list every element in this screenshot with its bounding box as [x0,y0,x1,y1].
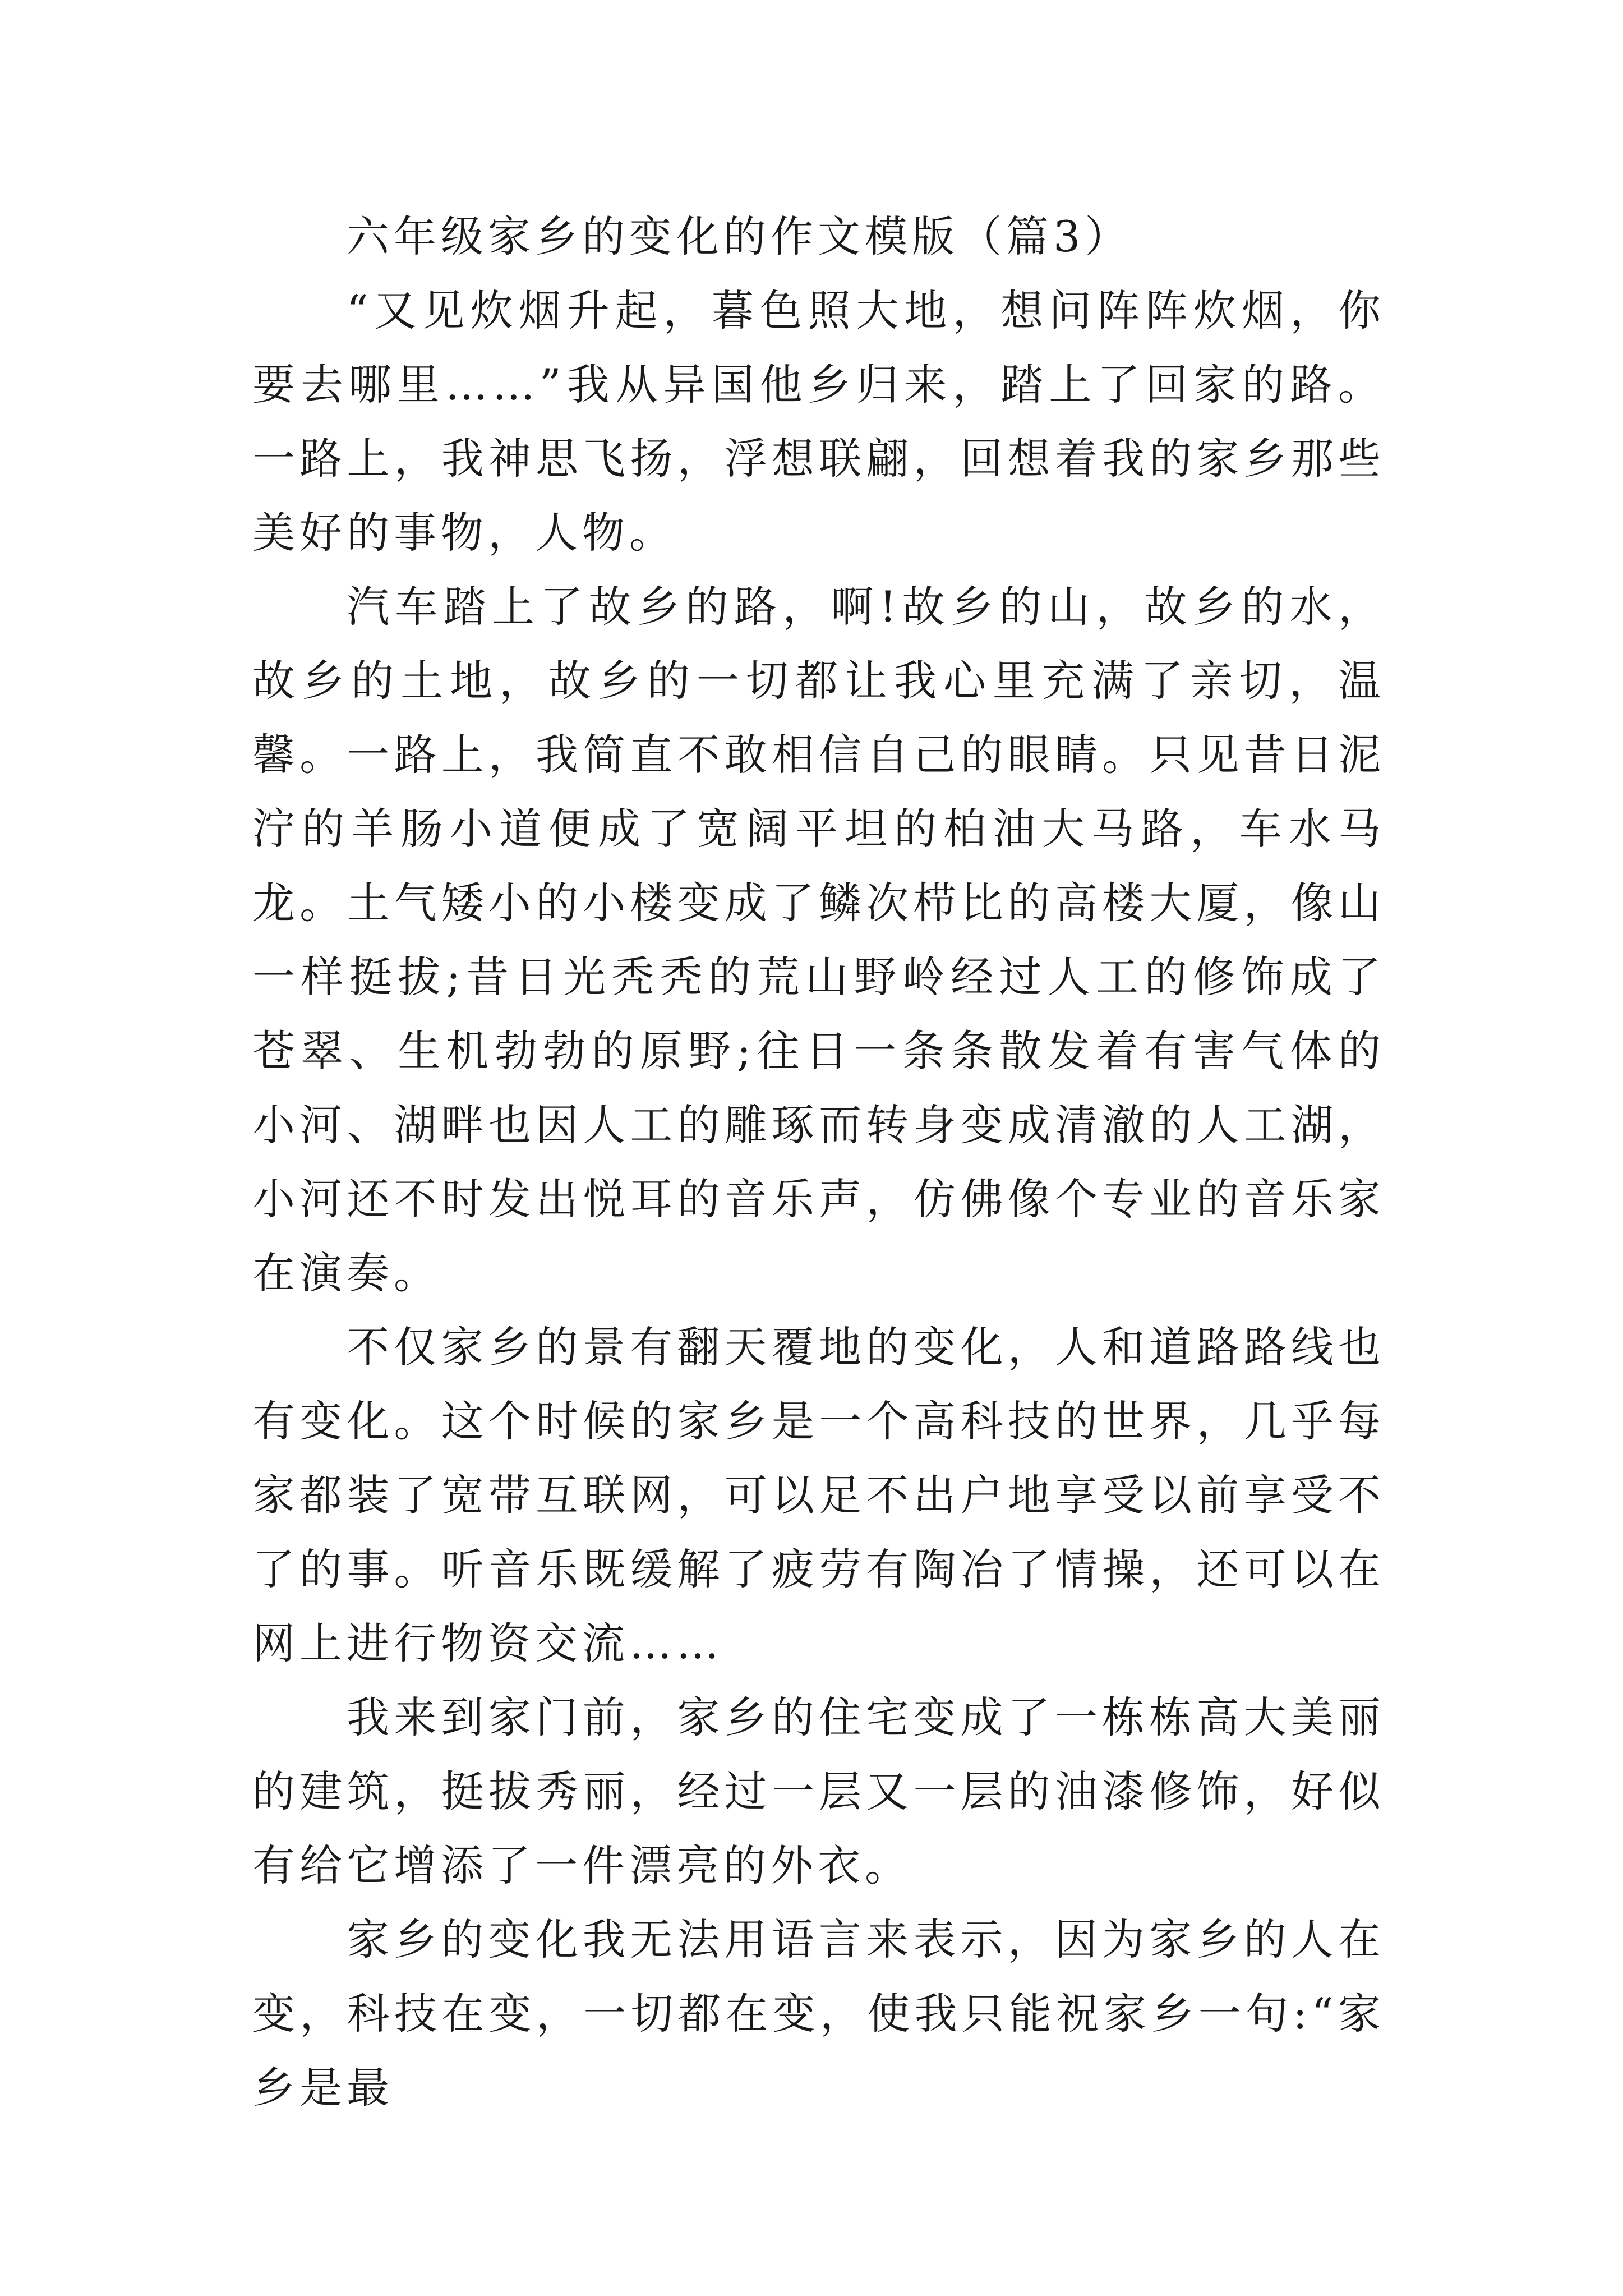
paragraph-2: 汽车踏上了故乡的路，啊!故乡的山，故乡的水，故乡的土地，故乡的一切都让我心里充满了亲切，温馨。一路上，我简直不敢相信自己的眼睛。只见昔日泥泞的羊肠小道便成了宽阔平坦的柏油大马路，车水马龙。土气矮小的小楼变成了鳞次栉比的高楼大厦，像山一样挺拔;昔日光秃秃的荒山野岭经过人工的修饰成了苍翠、生机勃勃的原野;往日一条条散发着有害气体的小河、湖畔也因人工的雕琢而转身变成清澈的人工湖，小河还不时发出悦耳的音乐声，仿佛像个专业的音乐家在演奏。 [252,582,1385,1298]
paragraph-3: 不仅家乡的景有翻天覆地的变化，人和道路路线也有变化。这个时候的家乡是一个高科技的世界，几乎每家都装了宽带互联网，可以足不出户地享受以前享受不了的事。听音乐既缓解了疲劳有陶冶了情操，还可以在网上进行物资交流…… [252,1322,1385,1668]
paragraph-1: “又见炊烟升起，暮色照大地，想问阵阵炊烟，你要去哪里……”我从异国他乡归来，踏上了回家的路。一路上，我神思飞扬，浮想联翩，回想着我的家乡那些美好的事物，人物。 [252,286,1385,558]
paragraph-5: 家乡的变化我无法用语言来表示，因为家乡的人在变，科技在变，一切都在变，使我只能祝家乡一句:“家乡是最 [252,1915,1385,2113]
paragraph-4: 我来到家门前，家乡的住宅变成了一栋栋高大美丽的建筑，挺拔秀丽，经过一层又一层的油漆修饰，好似有给它增添了一件漂亮的外衣。 [252,1692,1385,1890]
document-body [252,200,1385,2125]
document-title: 六年级家乡的变化的作文模版（篇3） [347,211,1132,261]
